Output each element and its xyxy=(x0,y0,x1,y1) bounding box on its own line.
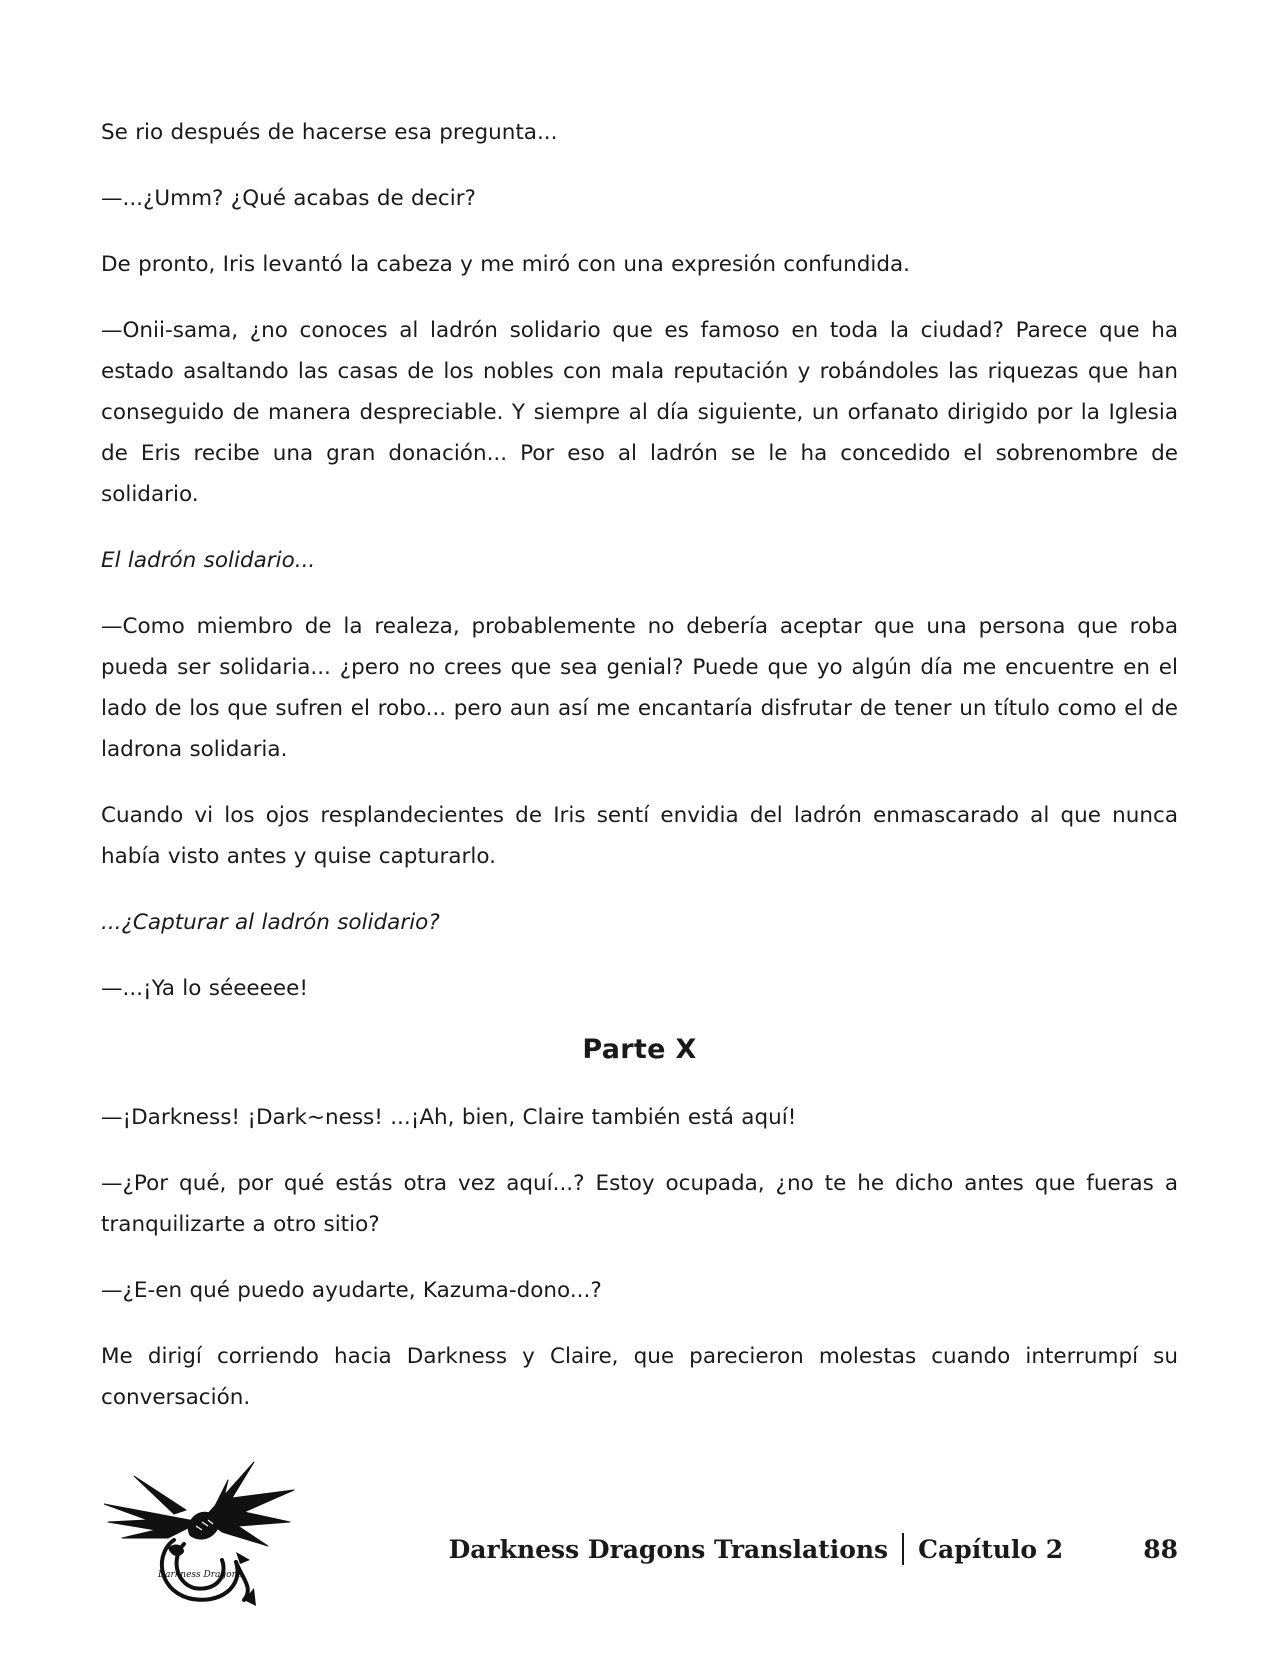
paragraph-italic: ...¿Capturar al ladrón solidario? xyxy=(101,910,440,935)
section-heading: Parte X xyxy=(582,1034,697,1065)
page-body xyxy=(101,112,1178,1443)
paragraph: —¿E-en qué puedo ayudarte, Kazuma-dono...? xyxy=(101,1278,602,1303)
paragraph: —¡Darkness! ¡Dark~ness! ...¡Ah, bien, Claire también está aquí! xyxy=(101,1105,797,1130)
footer-line xyxy=(449,1533,1178,1565)
group-name: Darkness Dragons Translations xyxy=(448,1534,889,1564)
dragon-logo-icon xyxy=(104,1460,296,1610)
chapter-label: Capítulo 2 xyxy=(918,1534,1064,1564)
paragraph: Se rio después de hacerse esa pregunta... xyxy=(101,120,558,145)
paragraph: —¿Por qué, por qué estás otra vez aquí...? Estoy ocupada, ¿no te he dicho antes que fueras a tranquilizarte a otro sitio? xyxy=(101,1171,1178,1237)
paragraph-italic: El ladrón solidario... xyxy=(101,548,316,573)
paragraph: —Como miembro de la realeza, probablemente no debería aceptar que una persona que roba pueda ser solidaria... ¿pero no crees que sea genial? Puede que yo algún día me encuentre en el lado de los que sufren el robo... pero aun así me encantaría disfrutar de tener un título como el de ladrona solidaria. xyxy=(101,614,1178,762)
page-number: 88 xyxy=(1143,1534,1178,1564)
page-footer xyxy=(0,1460,1280,1620)
logo-text: Darkness Dragons xyxy=(157,1570,243,1580)
paragraph: —...¿Umm? ¿Qué acabas de decir? xyxy=(101,186,476,211)
paragraph: Cuando vi los ojos resplandecientes de Iris sentí envidia del ladrón enmascarado al que nunca había visto antes y quise capturarlo. xyxy=(101,803,1178,869)
paragraph: Me dirigí corriendo hacia Darkness y Claire, que parecieron molestas cuando interrumpí su conversación. xyxy=(101,1344,1178,1410)
paragraph: —...¡Ya lo séeeeee! xyxy=(101,976,308,1001)
paragraph: —Onii-sama, ¿no conoces al ladrón solidario que es famoso en toda la ciudad? Parece que ha estado asaltando las casas de los nobles con mala reputación y robándoles las riquezas que han conseguido de manera despreciable. Y siempre al día siguiente, un orfanato dirigido por la Iglesia de Eris recibe una gran donación... Por eso al ladrón se le ha concedido el sobrenombre de solidario. xyxy=(101,318,1178,507)
footer-divider xyxy=(902,1533,904,1565)
paragraph: De pronto, Iris levantó la cabeza y me miró con una expresión confundida. xyxy=(101,252,910,277)
